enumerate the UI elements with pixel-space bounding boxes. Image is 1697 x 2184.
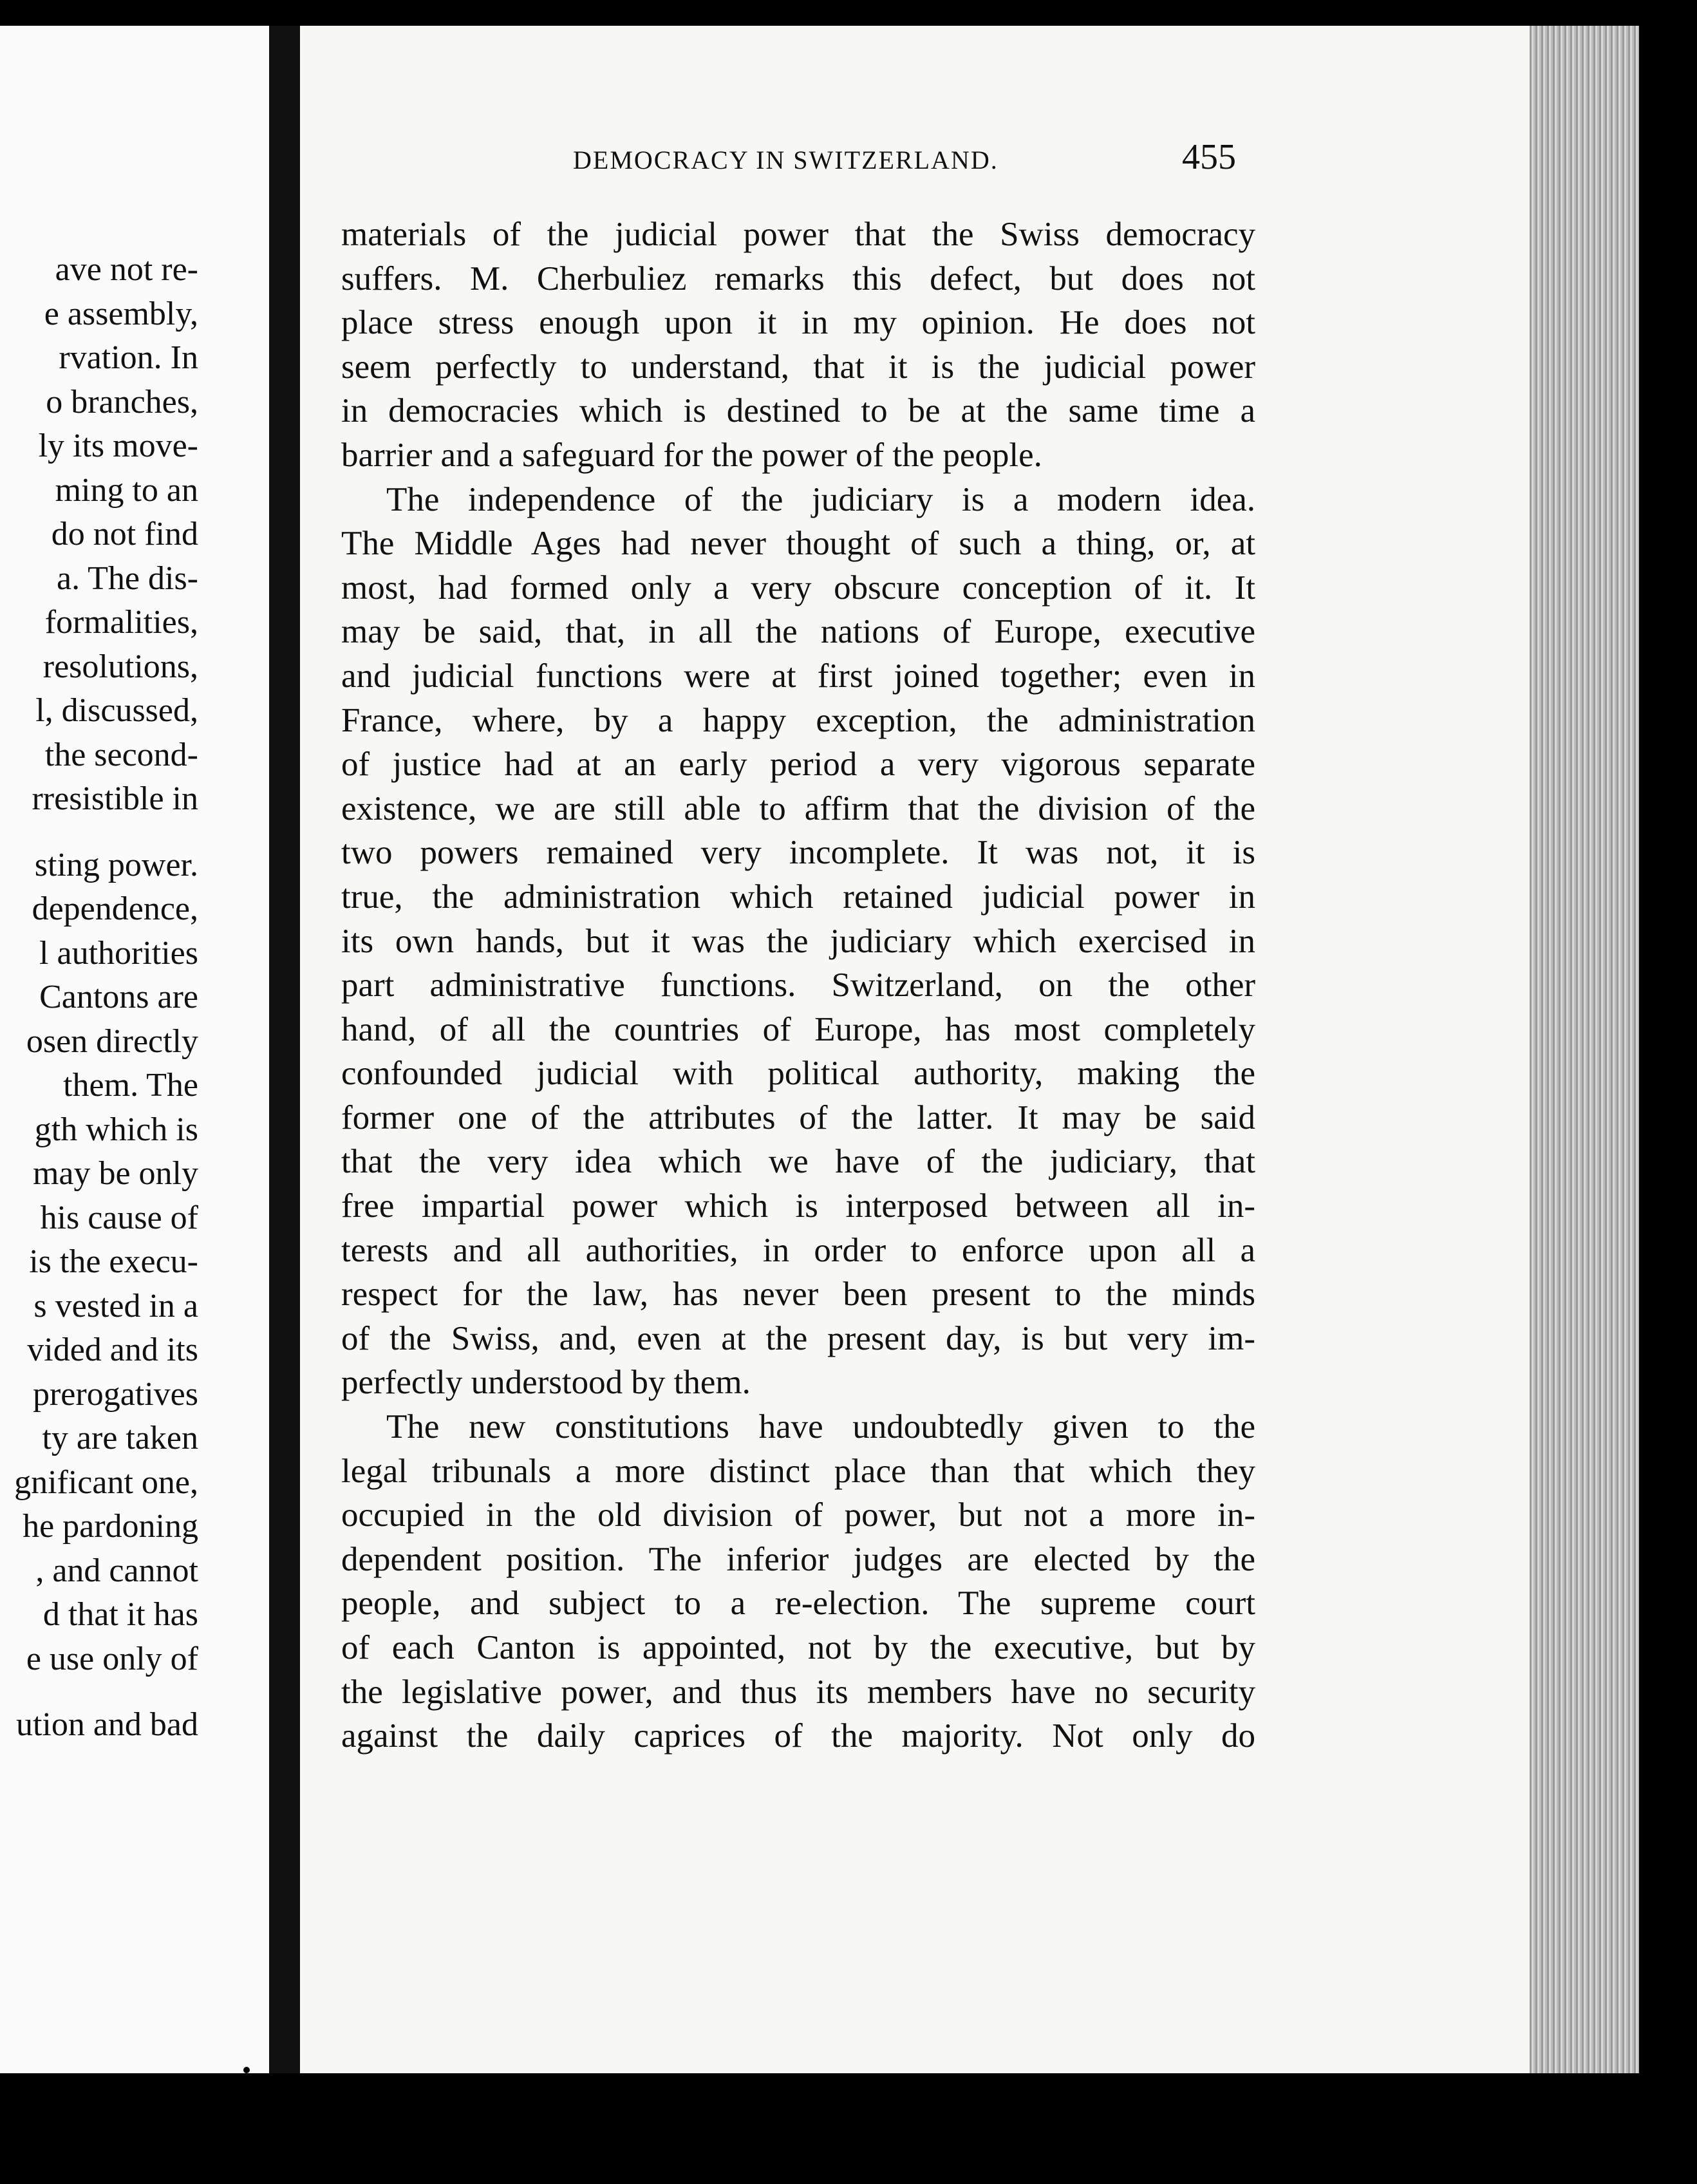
text-line: in democracies which is destined to be at the same time a <box>341 392 1255 430</box>
page-number: 455 <box>1182 137 1236 177</box>
left-page-text <box>0 248 198 1747</box>
text-line: seem perfectly to understand, that it is the judicial power <box>341 348 1255 386</box>
scan-border-right <box>1639 0 1697 2184</box>
left-page-line: rvation. In <box>59 339 198 376</box>
left-page-line: formalities, <box>44 604 198 641</box>
text-line: may be said, that, in all the nations of Europe, executive <box>341 613 1255 651</box>
text-line: respect for the law, has never been present to the minds <box>341 1276 1255 1313</box>
text-line: legal tribunals a more distinct place than that which they <box>341 1452 1255 1490</box>
text-line: and judicial functions were at first joined together; even in <box>341 657 1255 695</box>
text-line: suffers. M. Cherbuliez remarks this defect, but does not <box>341 259 1255 297</box>
text-line: two powers remained very incomplete. It was not, it is <box>341 834 1255 872</box>
text-line: the legislative power, and thus its members have no security <box>341 1673 1255 1711</box>
text-line: The Middle Ages had never thought of such a thing, or, at <box>341 525 1255 563</box>
left-page <box>0 26 269 2086</box>
left-page-line: rresistible in <box>32 780 198 817</box>
scan-border-bottom <box>0 2073 1697 2184</box>
text-line: of each Canton is appointed, not by the executive, but by <box>341 1629 1255 1666</box>
left-page-line: do not find <box>51 516 198 552</box>
line-gap <box>0 1681 198 1703</box>
text-line: existence, we are still able to affirm that the division of the <box>341 789 1255 827</box>
text-line: The independence of the judiciary is a modern idea. <box>386 480 1255 518</box>
left-page-line: his cause of <box>40 1199 198 1236</box>
left-page-line: sting power. <box>34 846 198 883</box>
left-page-line: e use only of <box>26 1640 198 1677</box>
left-page-line: l authorities <box>39 934 198 972</box>
left-page-line: ution and bad <box>15 1706 198 1743</box>
text-line: place stress enough upon it in my opinion. He does not <box>341 304 1255 342</box>
text-line: materials of the judicial power that the Swiss democracy <box>341 216 1255 253</box>
text-line: hand, of all the countries of Europe, has most completely <box>341 1010 1255 1048</box>
left-page-line: dependence, <box>32 890 198 927</box>
text-line: free impartial power which is interposed between all in- <box>341 1187 1255 1225</box>
left-page-line: them. The <box>63 1067 198 1104</box>
left-page-line: ming to an <box>55 471 198 509</box>
left-page-line: gnificant one, <box>14 1464 198 1501</box>
text-line: occupied in the old division of power, but not a more in- <box>341 1496 1255 1534</box>
left-page-line: he pardoning <box>23 1508 198 1545</box>
left-page-line: ty are taken <box>42 1420 198 1456</box>
left-page-line: gth which is <box>34 1111 198 1148</box>
book-gutter <box>269 26 300 2086</box>
left-page-line: o branches, <box>46 383 198 420</box>
left-page-line: s vested in a <box>33 1287 198 1324</box>
text-line: of the Swiss, and, even at the present day, is but very im- <box>341 1319 1255 1357</box>
left-page-line: Cantons are <box>39 979 198 1015</box>
text-line: part administrative functions. Switzerland, on the other <box>341 966 1255 1004</box>
left-page-line: may be only <box>32 1155 198 1192</box>
text-line: most, had formed only a very obscure conception of it. It <box>341 569 1255 607</box>
left-page-line: the second- <box>44 736 198 773</box>
text-line: France, where, by a happy exception, the administration <box>341 701 1255 739</box>
left-page-line: ly its move- <box>38 428 198 464</box>
text-line: its own hands, but it was the judiciary which exercised in <box>341 922 1255 960</box>
body-text <box>341 212 1255 1758</box>
left-page-line: e assembly, <box>44 295 198 332</box>
text-line: perfectly understood by them. <box>341 1364 751 1402</box>
text-line: confounded judicial with political authority, making the <box>341 1055 1255 1093</box>
left-page-line: is the execu- <box>29 1243 198 1280</box>
text-line: people, and subject to a re-election. The supreme court <box>341 1585 1255 1623</box>
left-page-line: , and cannot <box>35 1552 198 1589</box>
line-gap <box>0 822 198 843</box>
left-page-line: resolutions, <box>42 648 198 685</box>
ink-dot <box>243 2067 250 2073</box>
text-line: of justice had at an early period a very vigorous separate <box>341 746 1255 784</box>
running-head: DEMOCRACY IN SWITZERLAND. <box>573 146 999 174</box>
text-line: true, the administration which retained judicial power in <box>341 878 1255 916</box>
text-line: dependent position. The inferior judges are elected by the <box>341 1540 1255 1578</box>
left-page-line: ave not re- <box>55 251 198 288</box>
text-line: The new constitutions have undoubtedly given to the <box>386 1408 1255 1446</box>
text-line: barrier and a safeguard for the power of the people. <box>341 436 1042 474</box>
page-edges <box>1530 26 1639 2073</box>
left-page-line: a. The dis- <box>57 560 198 597</box>
left-page-line: l, discussed, <box>35 692 198 729</box>
text-line: that the very idea which we have of the judiciary, that <box>341 1143 1255 1181</box>
text-line: terests and all authorities, in order to enforce upon all a <box>341 1231 1255 1269</box>
text-line: former one of the attributes of the latter. It may be said <box>341 1098 1255 1136</box>
left-page-line: osen directly <box>26 1022 198 1060</box>
text-line: against the daily caprices of the majority. Not only do <box>341 1717 1255 1755</box>
left-page-line: vided and its <box>27 1332 198 1368</box>
left-page-line: d that it has <box>42 1596 198 1633</box>
left-page-line: prerogatives <box>32 1375 198 1413</box>
